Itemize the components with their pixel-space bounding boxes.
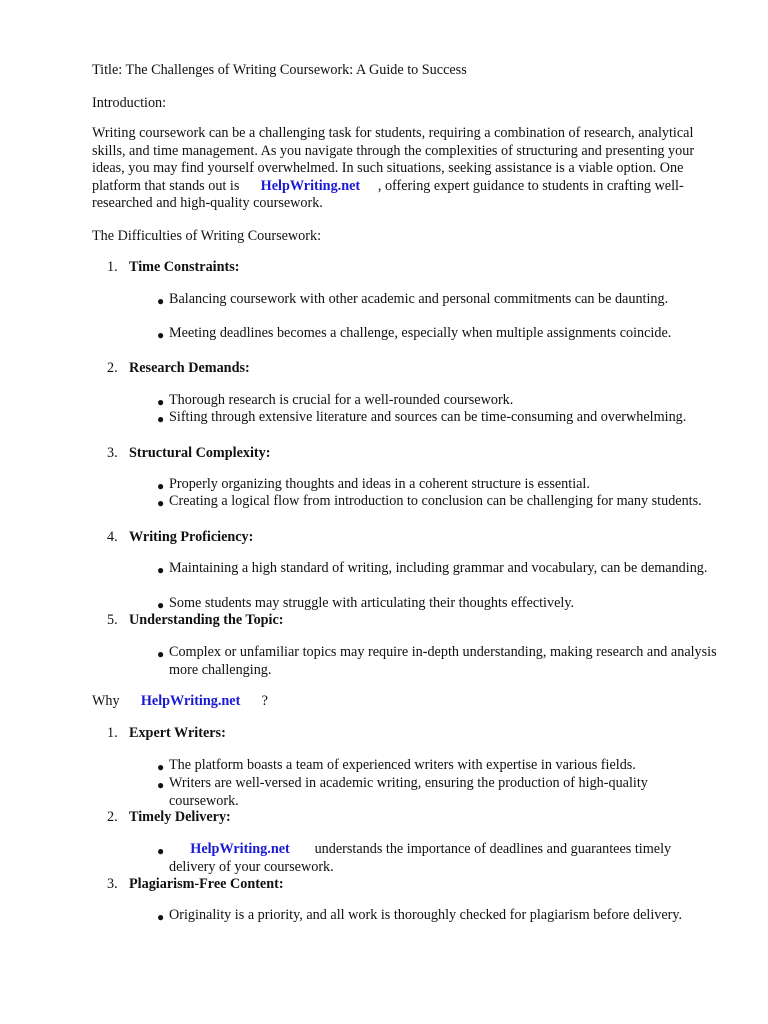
list-item: 3. Structural Complexity: bbox=[107, 445, 271, 461]
bullet-item: ● Writers are well-versed in academic writing, ensuring the production of high-quality coursework. bbox=[157, 775, 648, 809]
item-label: Structural Complexity: bbox=[129, 445, 271, 461]
bullet-icon: ● bbox=[157, 294, 165, 308]
bullet-item: ● Creating a logical flow from introduction to conclusion can be challenging for many students. bbox=[157, 493, 717, 511]
intro-heading: Introduction: bbox=[92, 95, 167, 111]
bullet-icon: ● bbox=[157, 479, 165, 493]
bullet-icon: ● bbox=[157, 563, 165, 577]
list-item: 2. Timely Delivery: bbox=[107, 809, 231, 825]
list-item: 1. Expert Writers: bbox=[107, 725, 226, 741]
document-title: Title: The Challenges of Writing Coursework: A Guide to Success bbox=[92, 62, 467, 78]
list-item: 4. Writing Proficiency: bbox=[107, 529, 254, 545]
helpwriting-link[interactable]: HelpWriting.net bbox=[260, 177, 361, 194]
bullet-item: ● Maintaining a high standard of writing, including grammar and vocabulary, can be demanding. bbox=[157, 560, 717, 578]
bullet-icon: ● bbox=[157, 844, 165, 858]
bullet-item: ● The platform boasts a team of experienced writers with expertise in various fields. bbox=[157, 757, 717, 775]
bullet-item: ● Complex or unfamiliar topics may require in-depth understanding, making research and analysis more challenging. bbox=[157, 644, 717, 678]
bullet-icon: ● bbox=[157, 412, 165, 426]
bullet-item: ● HelpWriting.net understands the importance of deadlines and guarantees timely delivery of your coursework. bbox=[157, 841, 672, 875]
helpwriting-link[interactable]: HelpWriting.net bbox=[140, 693, 241, 709]
list-item: 5. Understanding the Topic: bbox=[107, 612, 284, 628]
bullet-icon: ● bbox=[157, 598, 165, 612]
bullet-item: ● Meeting deadlines becomes a challenge, especially when multiple assignments coincide. bbox=[157, 325, 717, 343]
item-label: Plagiarism-Free Content: bbox=[129, 876, 284, 892]
item-label: Understanding the Topic: bbox=[129, 612, 284, 628]
list-item: 3. Plagiarism-Free Content: bbox=[107, 876, 284, 892]
item-label: Time Constraints: bbox=[129, 259, 240, 275]
bullet-icon: ● bbox=[157, 760, 165, 774]
bullet-icon: ● bbox=[157, 910, 165, 924]
bullet-icon: ● bbox=[157, 647, 165, 661]
intro-paragraph bbox=[92, 125, 717, 213]
item-label: Writing Proficiency: bbox=[129, 529, 254, 545]
list-item: 2. Research Demands: bbox=[107, 360, 250, 376]
bullet-icon: ● bbox=[157, 328, 165, 342]
bullet-icon: ● bbox=[157, 395, 165, 409]
bullet-icon: ● bbox=[157, 496, 165, 510]
item-label: Expert Writers: bbox=[129, 725, 226, 741]
intro-text-after: , offering expert guidance to students in crafting well-researched and high-quality coursework. bbox=[92, 177, 684, 211]
bullet-item: ● Originality is a priority, and all work is thoroughly checked for plagiarism before delivery. bbox=[157, 907, 717, 925]
why-heading: Why HelpWriting.net ? bbox=[92, 693, 268, 709]
bullet-item: ● Properly organizing thoughts and ideas in a coherent structure is essential. bbox=[157, 476, 717, 494]
item-label: Research Demands: bbox=[129, 360, 250, 376]
bullet-item: ● Balancing coursework with other academic and personal commitments can be daunting. bbox=[157, 291, 717, 309]
difficulties-heading: The Difficulties of Writing Coursework: bbox=[92, 228, 322, 244]
bullet-item: ● Some students may struggle with articulating their thoughts effectively. bbox=[157, 595, 717, 613]
helpwriting-link[interactable]: HelpWriting.net bbox=[190, 841, 290, 857]
bullet-icon: ● bbox=[157, 778, 165, 792]
bullet-item: ● Sifting through extensive literature and sources can be time-consuming and overwhelming. bbox=[157, 409, 717, 427]
item-label: Timely Delivery: bbox=[129, 809, 231, 825]
intro-text-before: Writing coursework can be a challenging task for students, requiring a combination of research, analytical skills, and time management. As you navigate through the complexities of structuring and presenting your ideas, you may find yourself overwhelmed. In such situations, seeking assistance is a viable option. One platform that stands out is bbox=[92, 125, 695, 194]
bullet-item: ● Thorough research is crucial for a well-rounded coursework. bbox=[157, 392, 717, 410]
list-item: 1. Time Constraints: bbox=[107, 259, 240, 275]
